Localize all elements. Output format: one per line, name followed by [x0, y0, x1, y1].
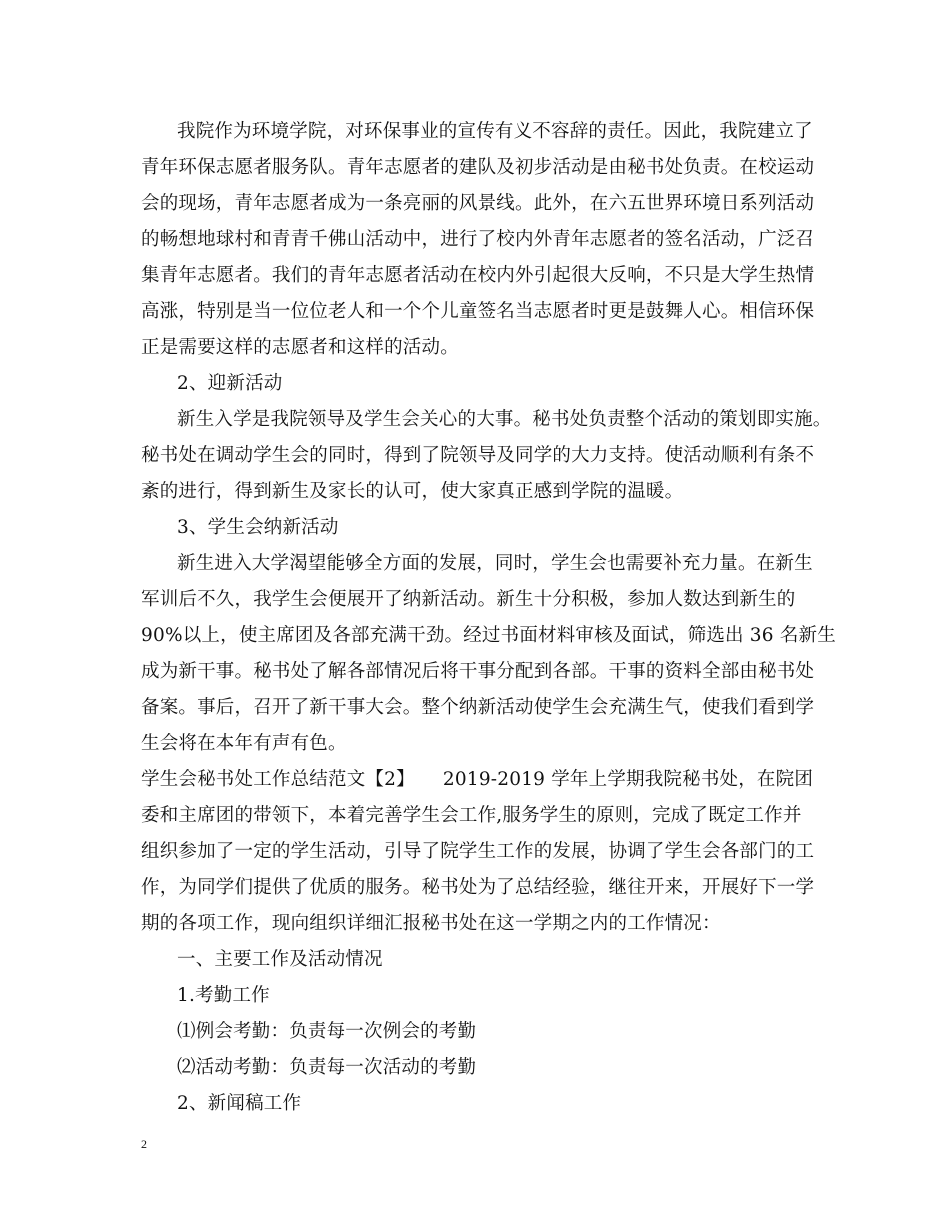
text-line: 青年环保志愿者服务队。青年志愿者的建队及初步活动是由秘书处负责。在校运动	[141, 157, 815, 178]
text-line: 新生进入大学渴望能够全方面的发展，同时，学生会也需要补充力量。在新生	[177, 553, 813, 574]
page-number: 2	[141, 1137, 147, 1151]
text-line: 集青年志愿者。我们的青年志愿者活动在校内外引起很大反响，不只是大学生热情	[141, 265, 815, 286]
text-line: 新生入学是我院领导及学生会关心的大事。秘书处负责整个活动的策划即实施。	[177, 409, 832, 430]
list-item: ⑵活动考勤：负责每一次活动的考勤	[177, 1057, 477, 1078]
text-line: 委和主席团的带领下，本着完善学生会工作,服务学生的原则，完成了既定工作并	[141, 805, 802, 826]
text-line: 紊的进行，得到新生及家长的认可，使大家真正感到学院的温暖。	[141, 481, 684, 502]
text-line: 高涨，特别是当一位位老人和一个个儿童签名当志愿者时更是鼓舞人心。相信环保	[141, 301, 815, 322]
text-line: 组织参加了一定的学生活动，引导了院学生工作的发展，协调了学生会各部门的工	[141, 841, 815, 862]
section-heading: 一、主要工作及活动情况	[177, 949, 383, 970]
section-heading: 2、新闻稿工作	[177, 1093, 302, 1114]
text-line: 学生会秘书处工作总结范文【2】 2019-2019 学年上学期我院秘书处，在院团	[141, 769, 814, 790]
text-line: 会的现场，青年志愿者成为一条亮丽的风景线。此外，在六五世界环境日系列活动	[141, 193, 815, 214]
text-line: 生会将在本年有声有色。	[141, 733, 347, 754]
text-line: 作，为同学们提供了优质的服务。秘书处为了总结经验，继往开来，开展好下一学	[141, 877, 815, 898]
text-line: 成为新干事。秘书处了解各部情况后将干事分配到各部。干事的资料全部由秘书处	[141, 661, 815, 682]
section-heading: 2、迎新活动	[177, 373, 283, 394]
text-line: 秘书处在调动学生会的同时，得到了院领导及同学的大力支持。使活动顺利有条不	[141, 445, 815, 466]
text-line: 我院作为环境学院，对环保事业的宣传有义不容辞的责任。因此，我院建立了	[177, 121, 813, 142]
text-line: 的畅想地球村和青青千佛山活动中，进行了校内外青年志愿者的签名活动，广泛召	[141, 229, 815, 250]
text-line: 正是需要这样的志愿者和这样的活动。	[141, 337, 459, 358]
text-line: 军训后不久，我学生会便展开了纳新活动。新生十分积极，参加人数达到新生的	[141, 589, 796, 610]
section-heading: 3、学生会纳新活动	[177, 517, 339, 538]
text-line: 90%以上，使主席团及各部充满干劲。经过书面材料审核及面试，筛选出 36 名新生	[141, 625, 836, 646]
list-item: ⑴例会考勤：负责每一次例会的考勤	[177, 1021, 477, 1042]
text-line: 期的各项工作，现向组织详细汇报秘书处在这一学期之内的工作情况：	[141, 913, 721, 934]
list-item: 1.考勤工作	[177, 985, 270, 1006]
text-line: 备案。事后，召开了新干事大会。整个纳新活动使学生会充满生气，使我们看到学	[141, 697, 815, 718]
